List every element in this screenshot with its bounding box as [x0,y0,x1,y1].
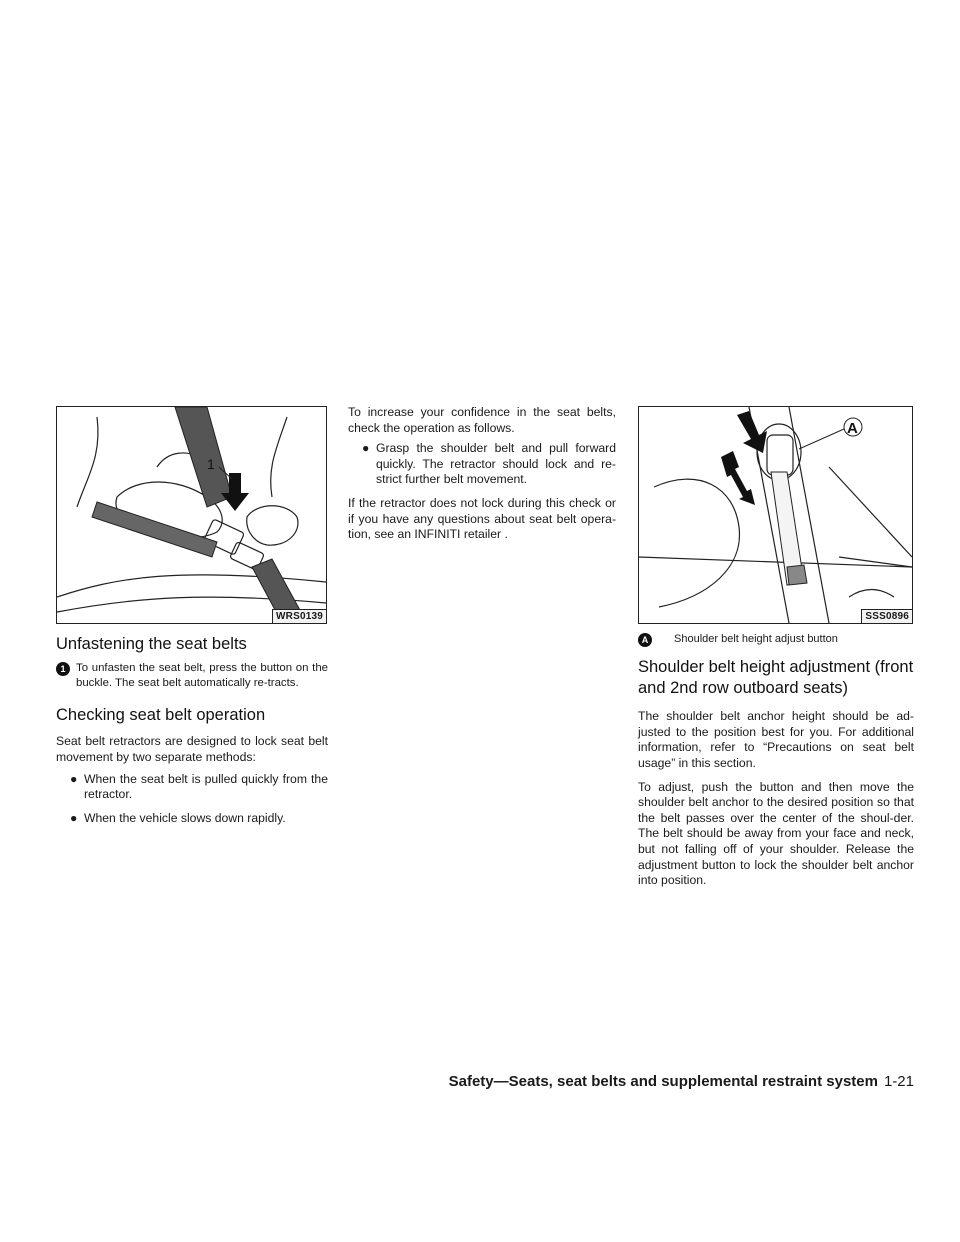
list-item [70,772,328,803]
heading-unfastening: Unfastening the seat belts [56,635,247,653]
shoulder-belt-illustration [639,407,912,623]
footer-section-title: Safety—Seats, seat belts and supplemental restraint system [448,1073,878,1090]
heading-checking-operation: Checking seat belt operation [56,706,266,725]
bullet-icon: ● [70,810,78,825]
page-footer [0,1073,914,1090]
callout-text: Shoulder belt height adjust button [674,633,838,645]
paragraph-retractors: Seat belt retractors are designed to lock seat belt movement by two separate methods: [56,734,328,764]
callout-text: To unfasten the seat belt, press the button on the buckle. The seat belt automatically re-tracts. [76,662,328,690]
callout-mark-a: A [638,633,652,647]
figure-unfasten-seat-belt [56,406,327,624]
paragraph-retractor-check: If the retractor does not lock during this check or if you have any questions about seat belt opera-tion, see an INFINITI retailer . [348,495,616,542]
figure-code: WRS0139 [272,609,326,623]
seat-belt-buckle-illustration [57,407,326,623]
page-number: 1-21 [883,1073,914,1090]
figure-code: SSS0896 [861,609,912,623]
list-item-text: Grasp the shoulder belt and pull forward quickly. The retractor should lock and re-strict further belt movement. [376,441,616,487]
list-item [362,441,616,488]
figure-shoulder-belt-adjust [638,406,913,624]
list-item-text: When the seat belt is pulled quickly from the retractor. [84,771,328,802]
figure-label-a: A [847,420,858,437]
right-column [638,406,914,889]
bullet-icon: ● [362,441,370,456]
left-column [56,406,328,826]
callout-item-a [638,632,914,647]
list-item [70,811,328,827]
heading-shoulder-belt-adjustment: Shoulder belt height adjustment (front and 2nd row outboard seats) [638,658,914,698]
callout-mark-1: 1 [56,662,70,676]
list-item-text: When the vehicle slows down rapidly. [84,810,286,825]
figure-callout-1: 1 [207,456,215,472]
bullet-icon: ● [70,771,78,786]
paragraph-confidence: To increase your confidence in the seat belts, check the operation as follows. [348,405,616,435]
paragraph-anchor-height: The shoulder belt anchor height should be ad-justed to the position best for you. For additional information, refer to “Precautions on seat belt usage” in this section. [638,709,914,770]
callout-item-1 [56,661,328,691]
paragraph-adjust-steps: To adjust, push the button and then move the shoulder belt anchor to the desired position so that the belt passes over the center of the shoul-der. The belt should be away from your face and neck, but not falling off of your shoulder. Release the adjustment button to lock the shoulder belt anchor into position. [638,779,914,888]
middle-column [348,405,616,543]
